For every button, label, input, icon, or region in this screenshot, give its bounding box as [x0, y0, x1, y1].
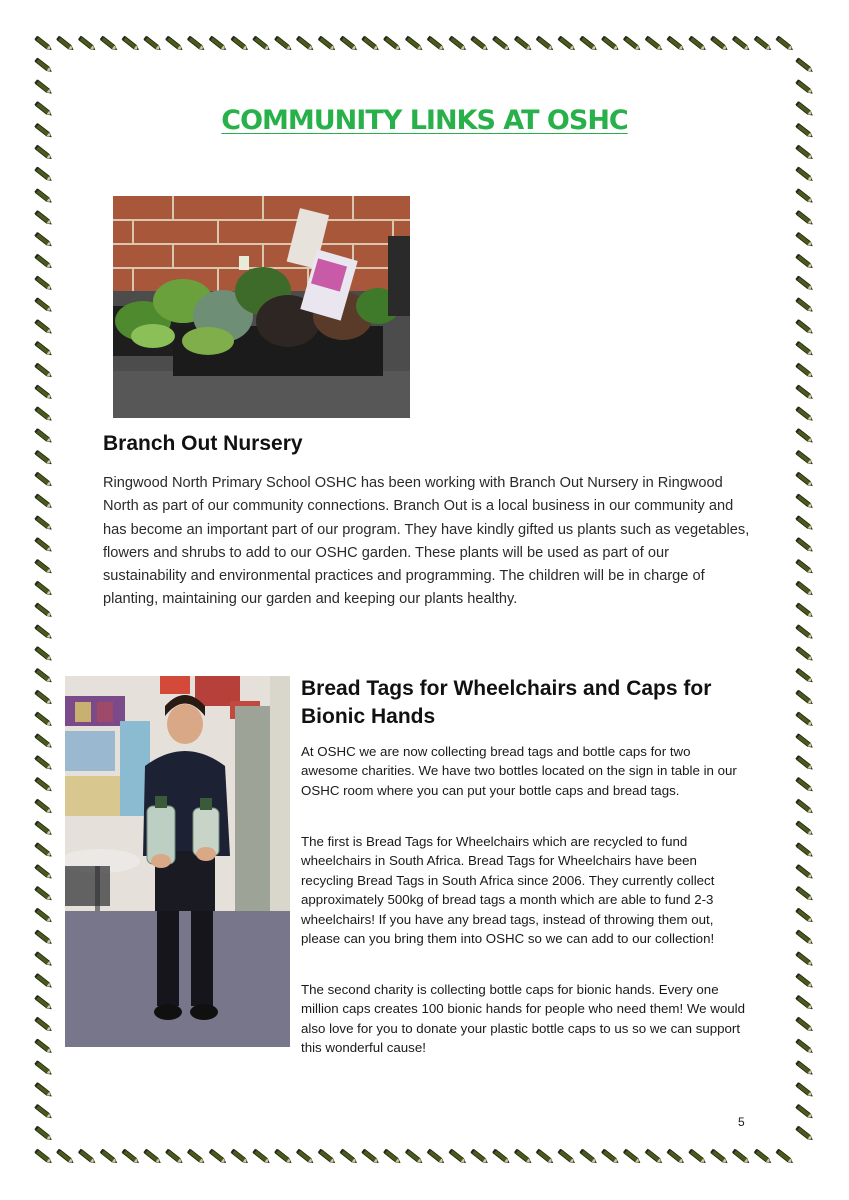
pencil-icon — [34, 36, 52, 52]
pencil-icon — [795, 690, 813, 706]
pencil-icon — [732, 1149, 750, 1165]
pencil-icon — [688, 36, 706, 52]
pencil-icon — [56, 1149, 74, 1165]
pencil-icon — [795, 1060, 813, 1076]
pencil-icon — [579, 1149, 597, 1165]
pencil-icon — [34, 842, 52, 858]
pencil-icon — [795, 646, 813, 662]
pencil-icon — [667, 36, 685, 52]
pencil-icon — [795, 254, 813, 270]
pencil-icon — [34, 690, 52, 706]
pencil-icon — [78, 36, 96, 52]
pencil-icon — [795, 973, 813, 989]
pencil-icon — [795, 1082, 813, 1098]
pencil-icon — [754, 36, 772, 52]
bread-tags-paragraph-3: The second charity is collecting bottle caps for bionic hands. Every one million caps creates 100 bionic hands for people who need them! We would also love for you to donate your plastic bottle caps to us so we can support this wonderful cause! — [301, 982, 745, 1056]
pencil-icon — [34, 515, 52, 531]
pencil-icon — [34, 232, 52, 248]
branch-out-body: Ringwood North Primary School OSHC has been working with Branch Out Nursery in Ringwood North as part of our community connections. Branch Out is a local business in our community and has become an important part of our program. They have kindly gifted us plants such as vegetables, flowers and shrubs to add to our OSHC garden. These plants will be used as part of our sustainability and environmental practices and programming. The children will be in charge of planting, maintaining our garden and keeping our plants healthy. — [103, 475, 750, 608]
pencil-icon — [34, 624, 52, 640]
bread-tags-heading: Bread Tags for Wheelchairs and Caps for Bionic Hands — [301, 677, 712, 728]
pencil-icon — [34, 581, 52, 597]
nursery-plants-photo — [113, 196, 410, 418]
pencil-icon — [795, 297, 813, 313]
pencil-icon — [34, 188, 52, 204]
pencil-icon — [427, 36, 445, 52]
pencil-icon — [34, 276, 52, 292]
pencil-icon — [710, 36, 728, 52]
pencil-icon — [34, 385, 52, 401]
pencil-icon — [645, 36, 663, 52]
pencil-icon — [492, 1149, 510, 1165]
pencil-icon — [776, 36, 794, 52]
pencil-icon — [795, 145, 813, 161]
pencil-icon — [795, 581, 813, 597]
pencil-icon — [187, 1149, 205, 1165]
pencil-icon — [296, 1149, 314, 1165]
pencil-icon — [34, 450, 52, 466]
pencil-icon — [795, 167, 813, 183]
pencil-icon — [122, 36, 140, 52]
pencil-icon — [795, 864, 813, 880]
pencil-icon — [34, 1104, 52, 1120]
pencil-icon — [405, 1149, 423, 1165]
pencil-icon — [34, 319, 52, 335]
pencil-icon — [34, 1060, 52, 1076]
pencil-icon — [795, 821, 813, 837]
pencil-icon — [795, 733, 813, 749]
pencil-icon — [795, 210, 813, 226]
pencil-icon — [187, 36, 205, 52]
pencil-icon — [795, 58, 813, 74]
pencil-icon — [795, 341, 813, 357]
pencil-icon — [536, 36, 554, 52]
pencil-icon — [252, 1149, 270, 1165]
pencil-icon — [34, 472, 52, 488]
pencil-icon — [795, 624, 813, 640]
pencil-icon — [383, 36, 401, 52]
pencil-icon — [34, 341, 52, 357]
pencil-icon — [100, 1149, 118, 1165]
pencil-icon — [165, 36, 183, 52]
pencil-icon — [558, 1149, 576, 1165]
pencil-icon — [449, 1149, 467, 1165]
pencil-icon — [231, 1149, 249, 1165]
pencil-icon — [122, 1149, 140, 1165]
pencil-icon — [34, 821, 52, 837]
pencil-icon — [34, 297, 52, 313]
pencil-icon — [34, 886, 52, 902]
pencil-icon — [34, 733, 52, 749]
pencil-icon — [795, 428, 813, 444]
pencil-icon — [34, 712, 52, 728]
pencil-icon — [795, 188, 813, 204]
pencil-icon — [558, 36, 576, 52]
pencil-icon — [427, 1149, 445, 1165]
pencil-icon — [78, 1149, 96, 1165]
pencil-icon — [405, 36, 423, 52]
bread-tags-paragraph-1: At OSHC we are now collecting bread tags and bottle caps for two awesome charities. We have two bottles located on the sign in table in our OSHC room where you can put your bottle caps and bread tags. — [301, 744, 737, 798]
pencil-icon — [795, 406, 813, 422]
pencil-icon — [34, 973, 52, 989]
pencil-icon — [34, 406, 52, 422]
pencil-icon — [514, 1149, 532, 1165]
pencil-icon — [470, 1149, 488, 1165]
pencil-icon — [795, 712, 813, 728]
pencil-icon — [165, 1149, 183, 1165]
pencil-icon — [514, 36, 532, 52]
pencil-icon — [623, 1149, 641, 1165]
branch-out-heading: Branch Out Nursery — [103, 432, 303, 455]
pencil-icon — [143, 36, 161, 52]
pencil-icon — [795, 537, 813, 553]
pencil-icon — [623, 36, 641, 52]
pencil-icon — [34, 1082, 52, 1098]
pencil-icon — [34, 145, 52, 161]
pencil-icon — [34, 646, 52, 662]
pencil-icon — [34, 537, 52, 553]
pencil-icon — [667, 1149, 685, 1165]
pencil-icon — [340, 1149, 358, 1165]
pencil-icon — [795, 886, 813, 902]
pencil-icon — [34, 559, 52, 575]
pencil-icon — [449, 36, 467, 52]
pencil-icon — [601, 1149, 619, 1165]
pencil-icon — [795, 1017, 813, 1033]
pencil-icon — [34, 167, 52, 183]
pencil-icon — [688, 1149, 706, 1165]
pencil-icon — [34, 668, 52, 684]
page-title: COMMUNITY LINKS AT OSHC — [221, 105, 628, 136]
pencil-icon — [795, 363, 813, 379]
pencil-icon — [579, 36, 597, 52]
pencil-icon — [34, 494, 52, 510]
pencil-icon — [318, 1149, 336, 1165]
pencil-icon — [795, 494, 813, 510]
pencil-icon — [361, 36, 379, 52]
pencil-icon — [34, 1149, 52, 1165]
pencil-icon — [34, 58, 52, 74]
pencil-icon — [795, 799, 813, 815]
pencil-icon — [34, 755, 52, 771]
pencil-icon — [710, 1149, 728, 1165]
pencil-icon — [274, 36, 292, 52]
pencil-icon — [795, 472, 813, 488]
pencil-icon — [143, 1149, 161, 1165]
pencil-icon — [34, 210, 52, 226]
pencil-icon — [795, 668, 813, 684]
pencil-icon — [645, 1149, 663, 1165]
pencil-icon — [34, 79, 52, 95]
pencil-icon — [470, 36, 488, 52]
pencil-icon — [795, 603, 813, 619]
pencil-icon — [795, 1104, 813, 1120]
pencil-icon — [56, 36, 74, 52]
pencil-icon — [795, 842, 813, 858]
bread-tags-paragraph-2: The first is Bread Tags for Wheelchairs which are recycled to fund wheelchairs in South Africa. Bread Tags for Wheelchairs have been recycling Bread Tags in South Africa since 2006. They currently collect approximately 500kg of bread tags a month which are able to fund 2-3 wheelchairs! If you have any bread tags, instead of throwing them out, please can you bring them into OSHC so we can add to our collection! — [301, 834, 715, 947]
pencil-icon — [340, 36, 358, 52]
pencil-icon — [795, 951, 813, 967]
pencil-icon — [34, 777, 52, 793]
pencil-icon — [34, 908, 52, 924]
pencil-icon — [34, 1039, 52, 1055]
pencil-icon — [209, 36, 227, 52]
pencil-icon — [34, 254, 52, 270]
pencil-icon — [231, 36, 249, 52]
pencil-icon — [732, 36, 750, 52]
pencil-icon — [795, 908, 813, 924]
pencil-icon — [795, 1039, 813, 1055]
pencil-icon — [776, 1149, 794, 1165]
pencil-icon — [536, 1149, 554, 1165]
pencil-icon — [100, 36, 118, 52]
bottle-collection-photo — [65, 676, 290, 1047]
pencil-icon — [34, 363, 52, 379]
pencil-icon — [795, 559, 813, 575]
pencil-icon — [34, 1126, 52, 1142]
pencil-icon — [754, 1149, 772, 1165]
pencil-icon — [795, 319, 813, 335]
pencil-icon — [296, 36, 314, 52]
pencil-icon — [34, 428, 52, 444]
pencil-icon — [34, 1017, 52, 1033]
pencil-icon — [34, 951, 52, 967]
pencil-icon — [795, 995, 813, 1011]
pencil-icon — [274, 1149, 292, 1165]
pencil-icon — [795, 276, 813, 292]
pencil-icon — [209, 1149, 227, 1165]
pencil-icon — [383, 1149, 401, 1165]
pencil-icon — [795, 385, 813, 401]
pencil-icon — [795, 1126, 813, 1142]
pencil-icon — [34, 930, 52, 946]
pencil-icon — [795, 755, 813, 771]
pencil-icon — [795, 450, 813, 466]
pencil-icon — [795, 79, 813, 95]
pencil-icon — [361, 1149, 379, 1165]
pencil-icon — [34, 864, 52, 880]
pencil-icon — [34, 603, 52, 619]
pencil-icon — [34, 799, 52, 815]
pencil-icon — [795, 777, 813, 793]
pencil-icon — [492, 36, 510, 52]
pencil-icon — [601, 36, 619, 52]
pencil-icon — [795, 515, 813, 531]
pencil-icon — [795, 930, 813, 946]
pencil-icon — [795, 232, 813, 248]
pencil-icon — [34, 995, 52, 1011]
pencil-icon — [252, 36, 270, 52]
page-number: 5 — [738, 1115, 745, 1129]
pencil-icon — [318, 36, 336, 52]
